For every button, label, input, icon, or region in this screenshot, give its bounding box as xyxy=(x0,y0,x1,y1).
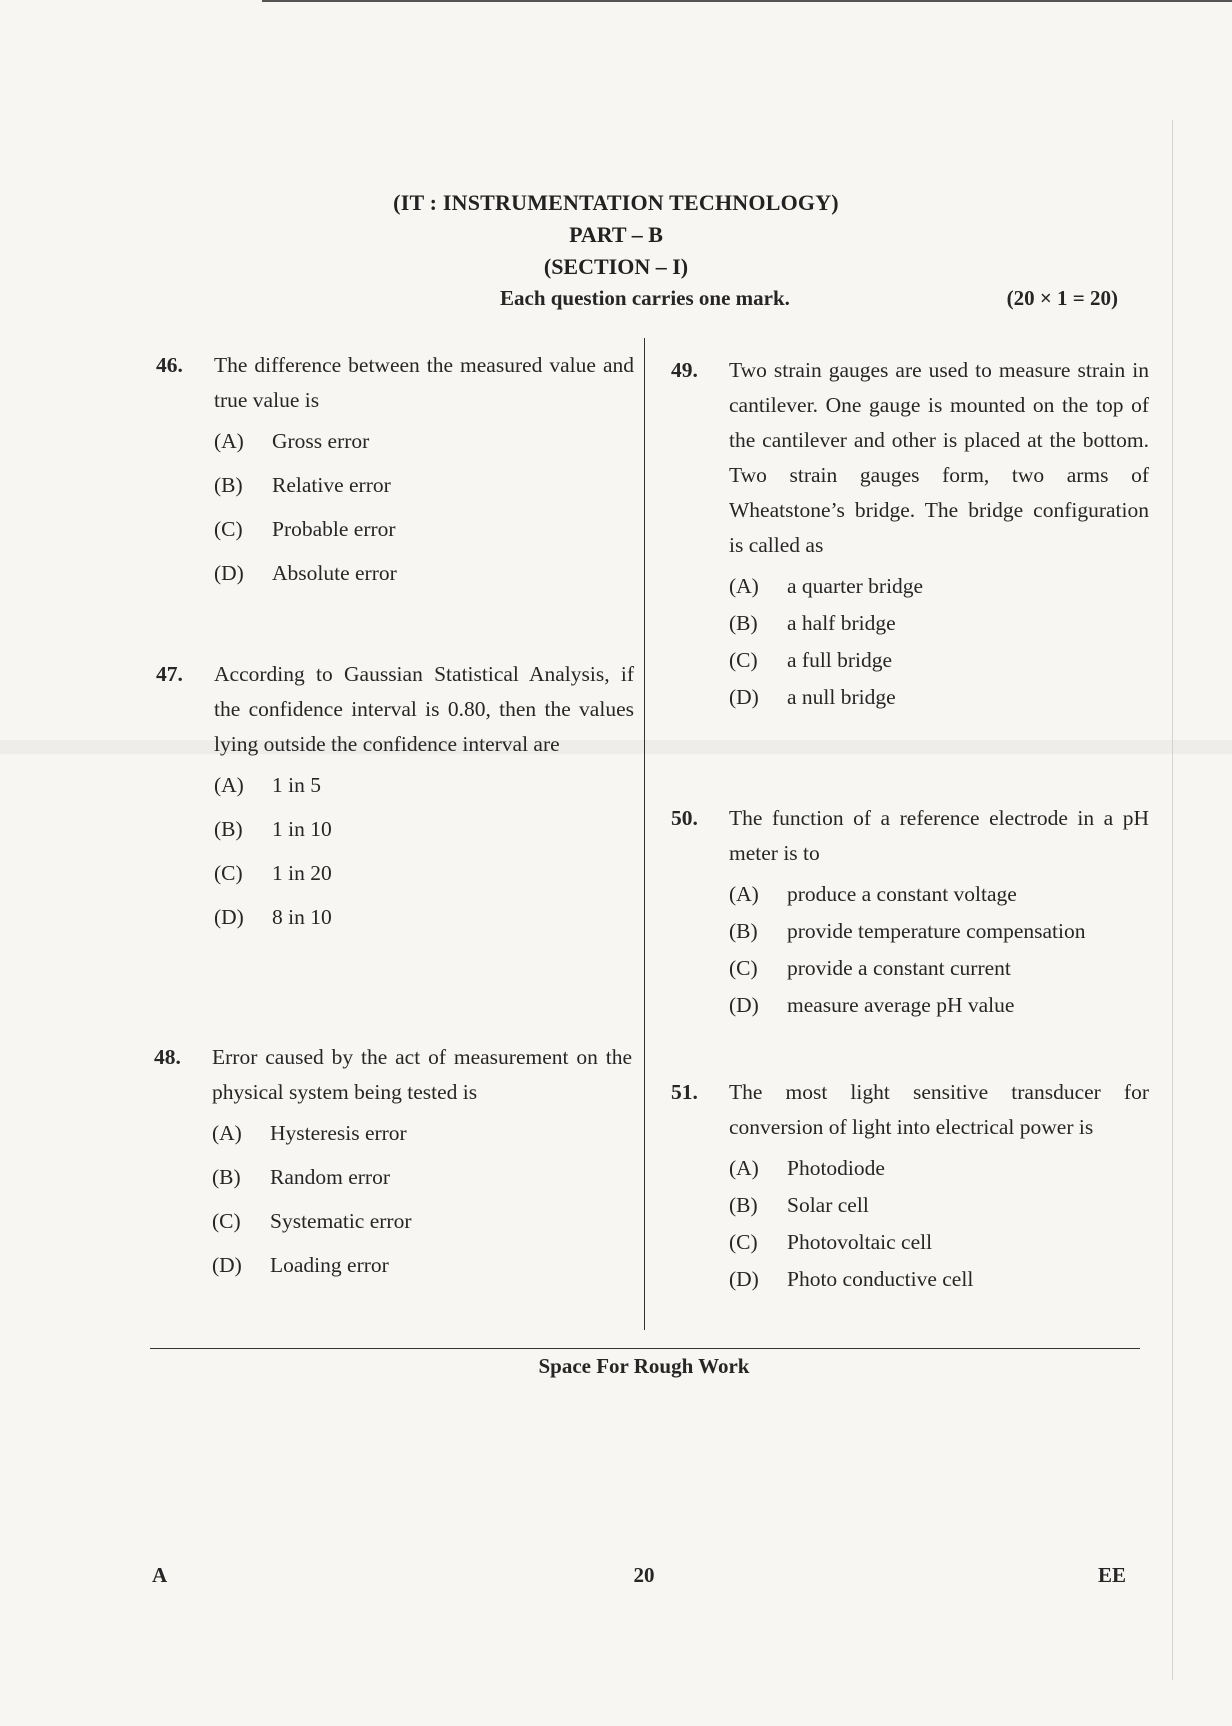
question-number: 46. xyxy=(156,353,183,377)
option-a: (A) produce a constant voltage xyxy=(729,882,1017,906)
option-c: (C) a full bridge xyxy=(729,648,893,672)
options-list xyxy=(214,424,634,600)
question-number: 48. xyxy=(154,1045,181,1069)
question-number: 49. xyxy=(671,358,698,382)
option-a: (A) Gross error xyxy=(214,429,370,453)
rough-work-rule xyxy=(150,1348,1140,1349)
option-a: (A) Photodiode xyxy=(729,1156,885,1180)
subject-code: EE xyxy=(1098,1563,1127,1587)
question-stem: The difference between the measured value and true value is xyxy=(214,353,634,412)
marks-total: (20 × 1 = 20) xyxy=(1006,286,1118,310)
options-list xyxy=(729,877,1149,1025)
option-b: (B) Random error xyxy=(212,1165,391,1189)
question-number: 51. xyxy=(671,1080,698,1104)
option-a: (A) 1 in 5 xyxy=(214,773,321,797)
option-a: (A) a quarter bridge xyxy=(729,574,924,598)
option-c: (C) Systematic error xyxy=(212,1209,412,1233)
option-c: (C) Photovoltaic cell xyxy=(729,1230,933,1254)
option-d: (D) measure average pH value xyxy=(729,993,1015,1017)
section-title: (SECTION – I) xyxy=(543,254,689,279)
question-47 xyxy=(156,657,634,944)
question-46 xyxy=(156,348,634,600)
option-a: (A) Hysteresis error xyxy=(212,1121,407,1145)
question-number: 47. xyxy=(156,662,183,686)
question-stem: The most light sensitive transducer for conversion of light into electrical power is xyxy=(729,1080,1149,1139)
question-50 xyxy=(671,801,1149,1025)
option-c: (C) Probable error xyxy=(214,517,396,541)
options-list xyxy=(212,1116,632,1292)
option-d: (D) a null bridge xyxy=(729,685,896,709)
question-stem: Error caused by the act of measurement on the physical system being tested is xyxy=(212,1045,632,1104)
option-b: (B) Relative error xyxy=(214,473,391,497)
option-c: (C) provide a constant current xyxy=(729,956,1011,980)
question-number: 50. xyxy=(671,806,698,830)
option-b: (B) 1 in 10 xyxy=(214,817,332,841)
option-d: (D) Photo conductive cell xyxy=(729,1267,974,1291)
option-d: (D) Absolute error xyxy=(214,561,397,585)
option-b: (B) a half bridge xyxy=(729,611,896,635)
option-b: (B) provide temperature compensation xyxy=(729,919,1086,943)
question-stem: The function of a reference electrode in a pH meter is to xyxy=(729,806,1149,865)
option-c: (C) 1 in 20 xyxy=(214,861,332,885)
options-list xyxy=(729,569,1149,717)
question-stem: Two strain gauges are used to measure strain in cantilever. One gauge is mounted on the top of the cantilever and other is placed at the bottom. Two strain gauges form, two arms of Wheatstone’s bridge. The bridge configuration is called as xyxy=(729,358,1149,557)
subject-title: (IT : INSTRUMENTATION TECHNOLOGY) xyxy=(393,190,839,215)
question-49 xyxy=(671,353,1149,717)
part-title: PART – B xyxy=(569,222,663,247)
question-stem: According to Gaussian Statistical Analysis, if the confidence interval is 0.80, then the values lying outside the confidence interval are xyxy=(214,662,634,756)
option-d: (D) Loading error xyxy=(212,1253,389,1277)
instruction-text: Each question carries one mark. xyxy=(500,286,790,310)
options-list xyxy=(214,768,634,944)
scan-edge-right xyxy=(1172,120,1173,1680)
question-48 xyxy=(154,1040,632,1292)
series-code: A xyxy=(152,1563,168,1587)
page-number: 20 xyxy=(633,1563,655,1587)
column-divider xyxy=(644,338,645,1330)
rough-work-label: Space For Rough Work xyxy=(538,1354,750,1378)
scan-edge-line xyxy=(262,0,1232,2)
option-b: (B) Solar cell xyxy=(729,1193,869,1217)
options-list xyxy=(729,1151,1149,1299)
option-d: (D) 8 in 10 xyxy=(214,905,332,929)
question-51 xyxy=(671,1075,1149,1299)
